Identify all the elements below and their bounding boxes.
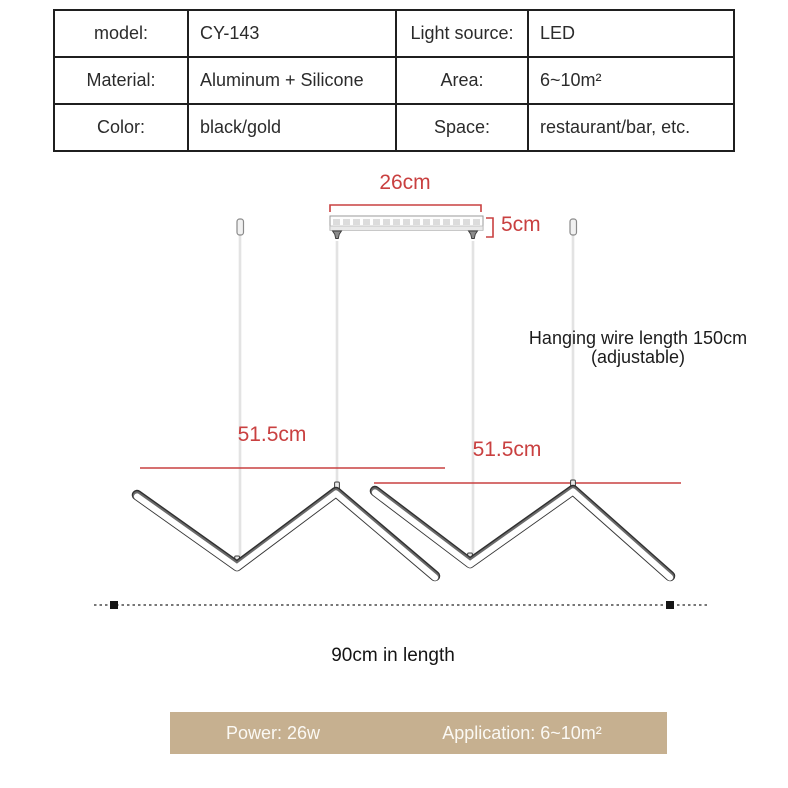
dim-bracket-5cm bbox=[486, 218, 493, 237]
spec-label-light-source: Light source: bbox=[396, 10, 528, 57]
length-marker-right bbox=[666, 601, 674, 609]
spec-label-material: Material: bbox=[54, 57, 188, 104]
length-marker-left bbox=[110, 601, 118, 609]
spec-value-material: Aluminum + Silicone bbox=[188, 57, 396, 104]
segment-right-dimension: 51.5cm bbox=[472, 438, 542, 461]
spec-label-color: Color: bbox=[54, 104, 188, 151]
canopy-height-dimension: 5cm bbox=[501, 213, 541, 236]
spec-value-model: CY-143 bbox=[188, 10, 396, 57]
spec-label-model: model: bbox=[54, 10, 188, 57]
canopy-width-dimension: 26cm bbox=[379, 171, 431, 194]
canopy bbox=[330, 216, 483, 239]
spec-value-color: black/gold bbox=[188, 104, 396, 151]
spec-label-area: Area: bbox=[396, 57, 528, 104]
hanging-wire-note bbox=[529, 329, 747, 367]
canopy-base-strip bbox=[330, 226, 483, 231]
spec-value-light-source: LED bbox=[528, 10, 734, 57]
spec-value-space: restaurant/bar, etc. bbox=[528, 104, 734, 151]
spec-value-area: 6~10m² bbox=[528, 57, 734, 104]
hanging-wire-note-line1: Hanging wire length 150cm bbox=[528, 328, 748, 348]
segment-left-dimension: 51.5cm bbox=[237, 423, 307, 446]
spec-label-space: Space: bbox=[396, 104, 528, 151]
application-label: Application: 6~10m² bbox=[442, 723, 602, 743]
ceiling-cap-right bbox=[570, 219, 577, 235]
dim-bracket-26cm bbox=[330, 205, 481, 212]
power-label: Power: 26w bbox=[225, 723, 321, 743]
canopy-connector-left bbox=[333, 231, 342, 239]
hanging-wire-note-line2: (adjustable) bbox=[590, 347, 686, 367]
footer-info-bar bbox=[170, 712, 667, 754]
total-length-line bbox=[94, 601, 710, 609]
ceiling-cap-left bbox=[237, 219, 244, 235]
canopy-connector-right bbox=[469, 231, 478, 239]
total-length-label: 90cm in length bbox=[331, 645, 455, 666]
